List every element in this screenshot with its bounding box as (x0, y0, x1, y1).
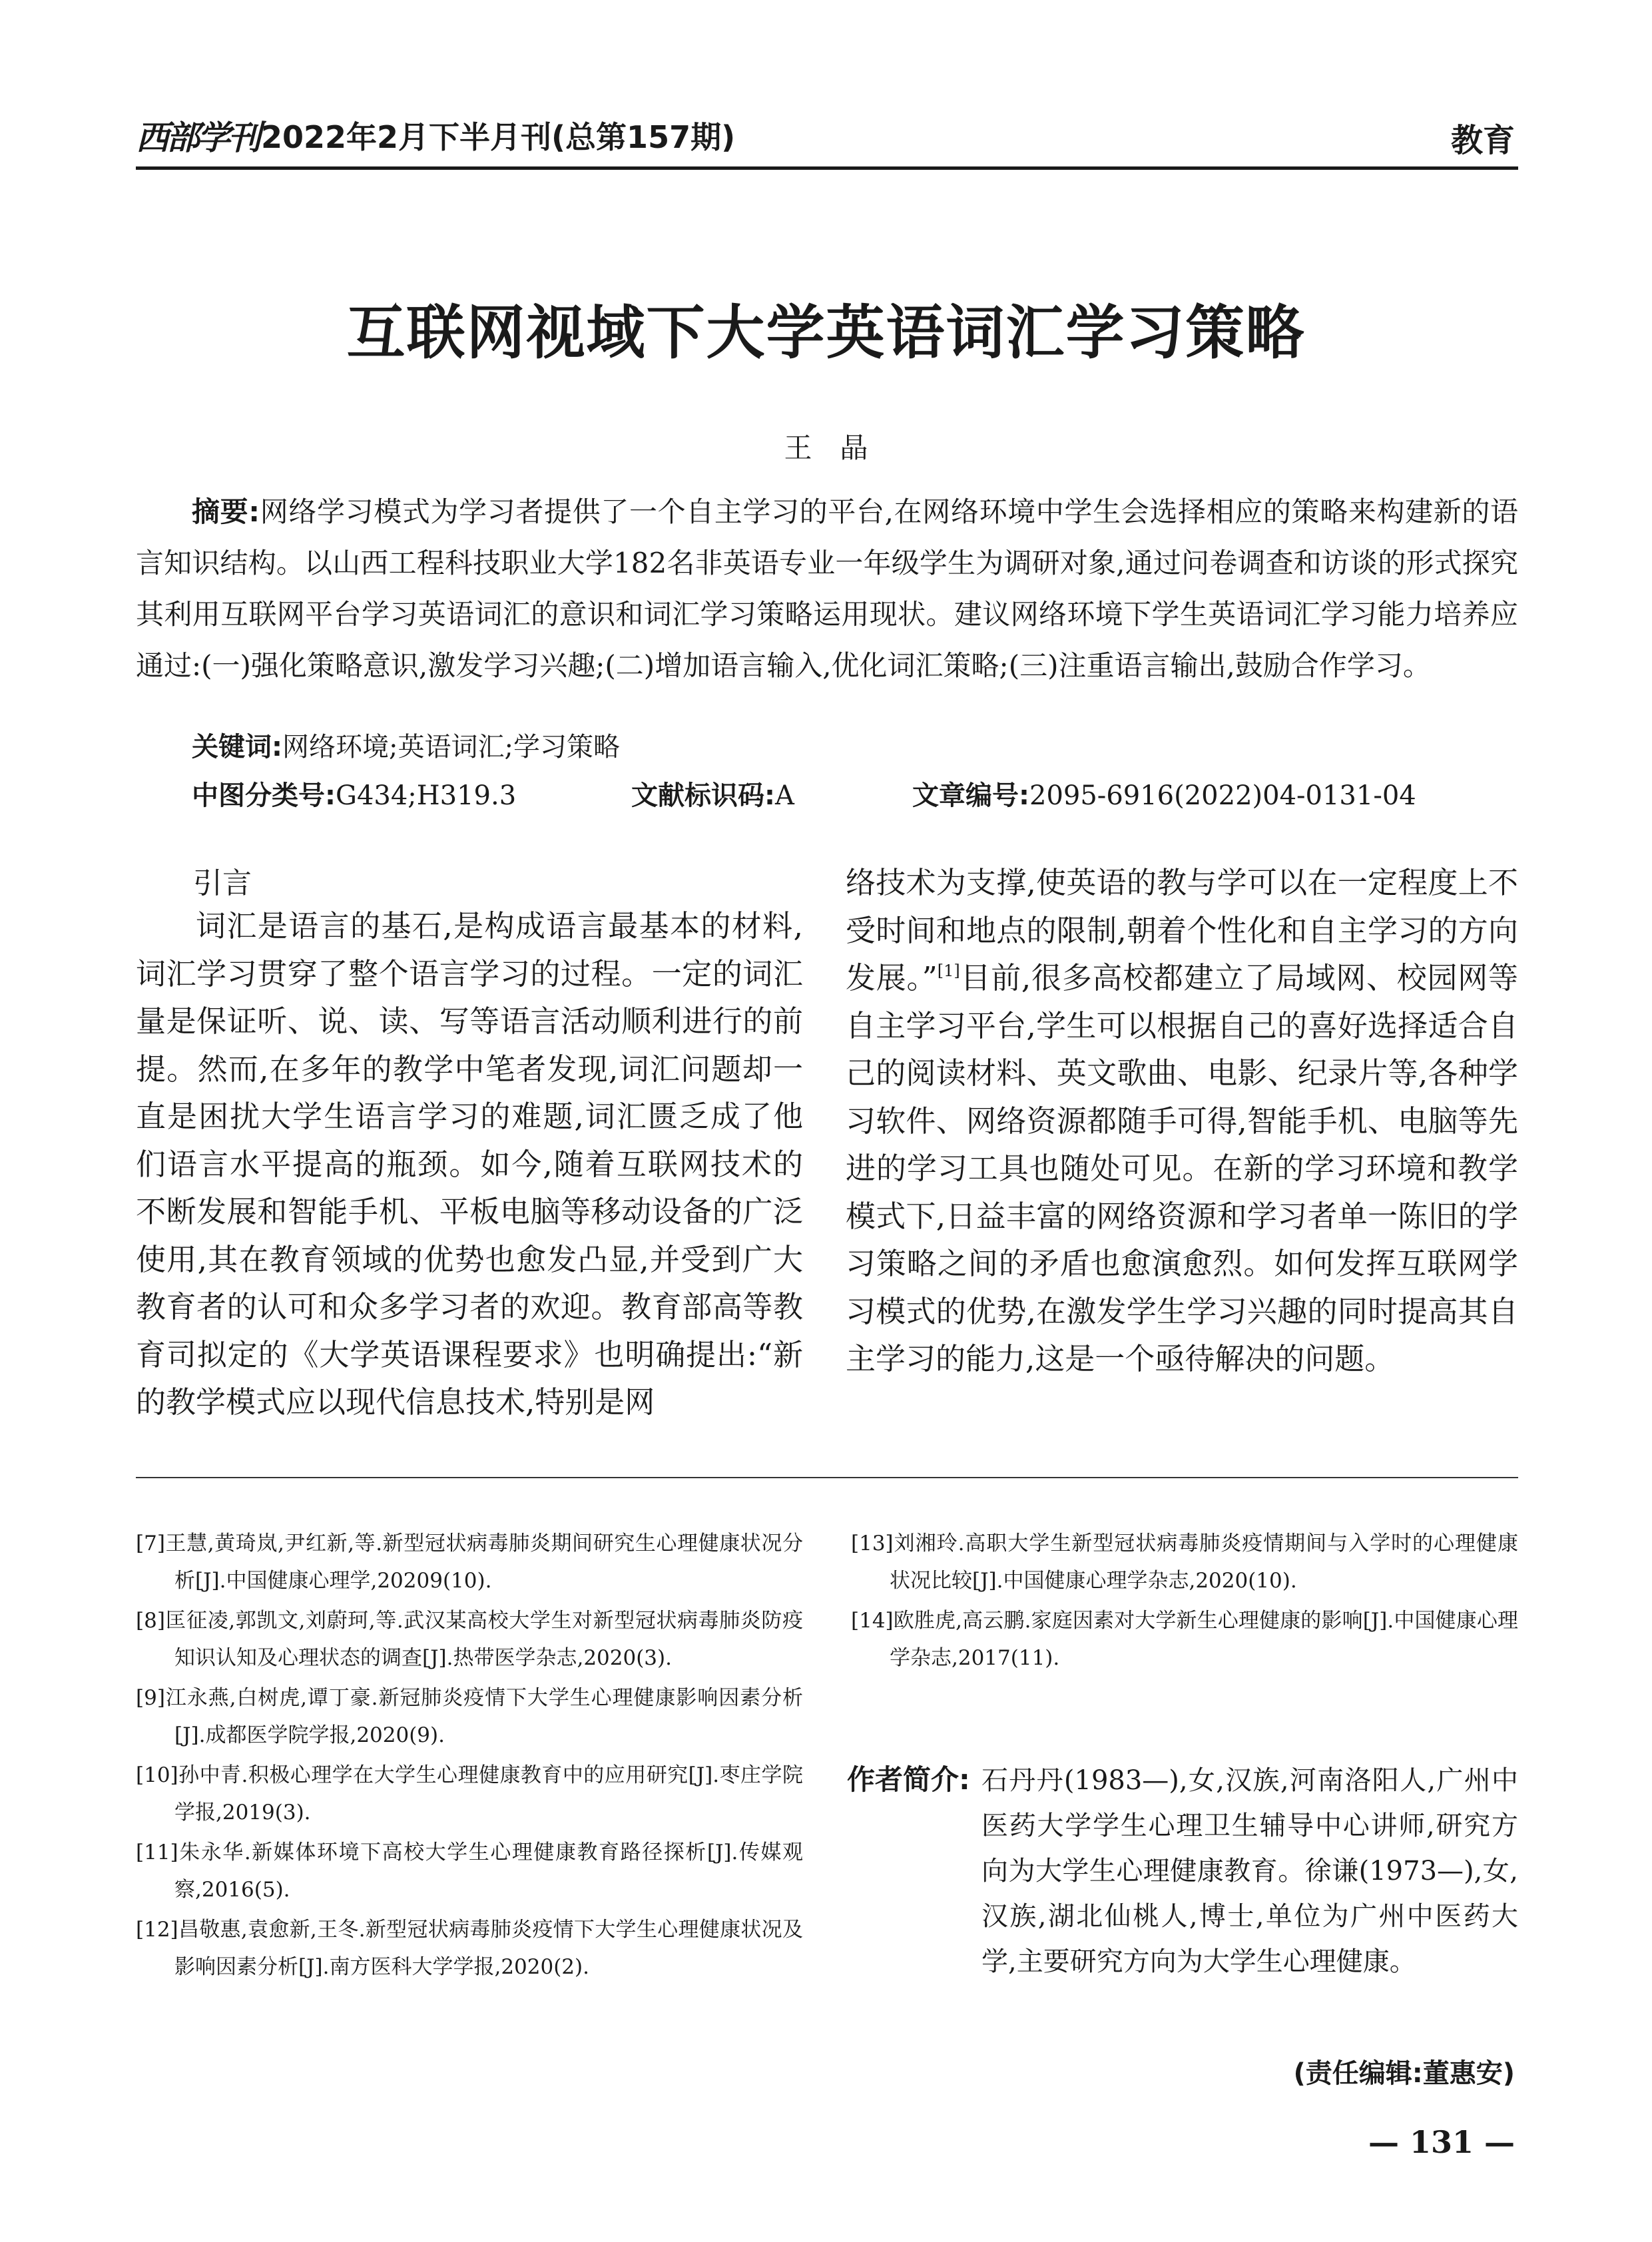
journal-logo: 西部学刊 (136, 118, 258, 157)
article-number-label: 文章编号: (912, 780, 1029, 811)
classification-value: G434;H319.3 (336, 780, 517, 811)
reference-item: [14]欧胜虎,高云鹏.家庭因素对大学新生心理健康的影响[J].中国健康心理学杂志,2017(11). (851, 1609, 1518, 1670)
body-text-right-part-2: 目前,很多高校都建立了局域网、校园网等自主学习平台,学生可以根据自己的喜好选择适合自己的阅读材料、英文歌曲、电影、纪录片等,各种学习软件、网络资源都随手可得,智能手机、电脑等先进的学习工具也随处可见。在新的学习环境和教学模式下,日益丰富的网络资源和学习者单一陈旧的学习策略之间的矛盾也愈演愈烈。如何发挥互联网学习模式的优势,在激发学生学习兴趣的同时提高其自主学习的能力,这是一个亟待解决的问题。 (846, 960, 1518, 1376)
issue-info: 2022年2月下半月刊(总第157期) (261, 119, 736, 155)
references-right-column (851, 1525, 1518, 1679)
running-header (136, 112, 735, 158)
classification-number (192, 774, 516, 812)
document-code (631, 774, 794, 812)
header-divider (136, 166, 1518, 170)
document-code-label: 文献标识码: (631, 780, 775, 811)
page-number: — 131 — (1368, 2124, 1515, 2160)
section-label: 教育 (1450, 122, 1515, 159)
reference-item: [12]昌敬惠,袁愈新,王冬.新型冠状病毒肺炎疫情下大学生心理健康状况及影响因素分析[J].南方医科大学学报,2020(2). (136, 1918, 803, 1979)
body-text-right-column (846, 859, 1518, 1383)
article-number-value: 2095-6916(2022)04-0131-04 (1029, 780, 1416, 811)
paper-title: 互联网视域下大学英语词汇学习策略 (346, 298, 1306, 367)
keywords-text: 网络环境;英语词汇;学习策略 (282, 732, 620, 762)
body-text-left-column: 词汇是语言的基石,是构成语言最基本的材料,词汇学习贯穿了整个语言学习的过程。一定的词汇量是保证听、说、读、写等语言活动顺利进行的前提。然而,在多年的教学中笔者发现,词汇问题却一直是困扰大学生语言学习的难题,词汇匮乏成了他们语言水平提高的瓶颈。如今,随着互联网技术的不断发展和智能手机、平板电脑等移动设备的广泛使用,其在教育领域的优势也愈发凸显,并受到广大教育者的认可和众多学习者的欢迎。教育部高等教育司拟定的《大学英语课程要求》也明确提出:“新的教学模式应以现代信息技术,特别是网 (136, 908, 803, 1420)
body-text-right-part-1: 络技术为支撑,使英语的教与学可以在一定程度上不受时间和地点的限制,朝着个性化和自主学习的方向发展。” (846, 865, 1518, 995)
reference-item: [8]匡征凌,郭凯文,刘蔚珂,等.武汉某高校大学生对新型冠状病毒肺炎防疫知识认知及心理状态的调查[J].热带医学杂志,2020(3). (136, 1609, 803, 1670)
document-code-value: A (775, 780, 794, 811)
abstract-text: 网络学习模式为学习者提供了一个自主学习的平台,在网络环境中学生会选择相应的策略来构建新的语言知识结构。以山西工程科技职业大学182名非英语专业一年级学生为调研对象,通过问卷调查和访谈的形式探究其利用互联网平台学习英语词汇的意识和词汇学习策略运用现状。建议网络环境下学生英语词汇学习能力培养应通过:(一)强化策略意识,激发学习兴趣;(二)增加语言输入,优化词汇策略;(三)注重语言输出,鼓励合作学习。 (136, 495, 1519, 682)
author-bio-label: 作者简介: (847, 1763, 970, 1796)
author-bio-text: 石丹丹(1983—),女,汉族,河南洛阳人,广州中医药大学学生心理卫生辅导中心讲师,研究方向为大学生心理健康教育。徐谦(1973—),女,汉族,湖北仙桃人,博士,单位为广州中医药大学,主要研究方向为大学生心理健康。 (981, 1765, 1518, 1977)
citation-marker: [1] (937, 962, 960, 980)
reference-item: [7]王慧,黄琦岚,尹红新,等.新型冠状病毒肺炎期间研究生心理健康状况分析[J].中国健康心理学,20209(10). (136, 1532, 803, 1593)
author-name: 王 晶 (784, 431, 868, 464)
section-heading-intro: 引言 (193, 866, 252, 900)
reference-item: [10]孙中青.积极心理学在大学生心理健康教育中的应用研究[J].枣庄学院学报,2019(3). (136, 1763, 803, 1824)
reference-item: [11]朱永华.新媒体环境下高校大学生心理健康教育路径探析[J].传媒观察,2016(5). (136, 1840, 803, 1902)
keywords (192, 726, 620, 764)
abstract-label: 摘要: (192, 495, 260, 528)
abstract (136, 486, 1518, 691)
reference-item: [13]刘湘玲.高职大学生新型冠状病毒肺炎疫情期间与入学时的心理健康状况比较[J].中国健康心理学杂志,2020(10). (851, 1532, 1518, 1593)
references-left-column (136, 1525, 803, 1988)
responsible-editor: (责任编辑:董惠安) (1293, 2058, 1515, 2089)
classification-label: 中图分类号: (192, 780, 336, 811)
reference-item: [9]江永燕,白树虎,谭丁豪.新冠肺炎疫情下大学生心理健康影响因素分析[J].成都医学院学报,2020(9). (136, 1686, 803, 1747)
references-divider (136, 1477, 1518, 1478)
keywords-label: 关键词: (192, 732, 282, 762)
article-number (912, 774, 1416, 812)
